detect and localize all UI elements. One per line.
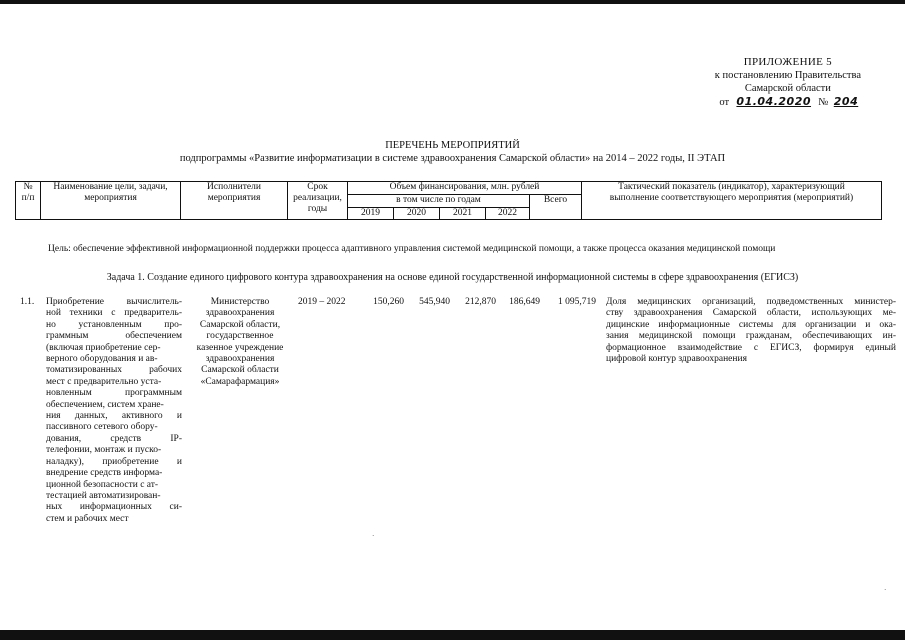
- handwritten-number: 204: [833, 95, 859, 108]
- activity-name-line: ционной безопасности с ат-: [46, 479, 159, 490]
- indicator-line: зания медицинской помощи гражданам, обеспечивающих ин-: [606, 331, 896, 342]
- executor-line: государственное: [206, 331, 274, 342]
- appendix-line-2: Самарской области: [744, 83, 831, 94]
- col-header-year: 2020: [394, 208, 440, 220]
- col-header-name: Наименование цели, задачи, мероприятия: [41, 182, 181, 220]
- activity-name-line: мест с предварительно уста-: [46, 376, 162, 387]
- col-header-by-year: в том числе по годам: [348, 195, 530, 208]
- scan-speck: ·: [372, 532, 375, 540]
- implementation-term: 2019 – 2022: [298, 297, 346, 307]
- scan-bottom-border: [0, 630, 905, 640]
- activity-name-line: телефонии, монтаж и пуско-: [46, 445, 162, 456]
- executor-line: здравоохранения: [205, 308, 275, 319]
- executor: [188, 297, 292, 388]
- activity-name-line: ния данных, активного и: [46, 411, 182, 422]
- task-heading: Задача 1. Создание единого цифрового контура здравоохранения на основе единой государственной информационной системы в сфере здравоохранения (ЕГИСЗ): [106, 272, 799, 283]
- row-number: 1.1.: [20, 297, 35, 307]
- activity-name-line: томатизированных рабочих: [46, 365, 182, 376]
- col-header-funding: Объем финансирования, млн. рублей: [348, 182, 582, 195]
- handwritten-date: 01.04.2020: [736, 95, 812, 108]
- from-label: от: [719, 97, 730, 108]
- scan-top-border: [0, 0, 905, 4]
- activity-name-line: ной техники с предваритель-: [46, 308, 182, 319]
- activity-name-line: дования, средств IP-: [46, 433, 182, 444]
- activity-name-line: (включая приобретение сер-: [46, 342, 161, 353]
- number-label: №: [818, 97, 829, 108]
- activity-name-line: внедрение средств информа-: [46, 468, 163, 479]
- indicator: [606, 297, 896, 365]
- executor-line: Министерство: [210, 297, 270, 307]
- appendix-title: ПРИЛОЖЕНИЕ 5: [743, 56, 832, 68]
- activity-name-line: новленным программным: [46, 388, 182, 399]
- indicator-line: ству здравоохранения Самарской области, использующих ме-: [606, 308, 896, 319]
- activity-name-line: но установленным про-: [46, 319, 182, 330]
- document-title: ПЕРЕЧЕНЬ МЕРОПРИЯТИЙ: [385, 140, 520, 151]
- activity-name-line: наладку), приобретение и: [46, 456, 182, 467]
- document-subtitle: подпрограммы «Развитие информатизации в системе здравоохранения Самарской области» на 2014 – 2022 годы, II ЭТАП: [179, 153, 726, 164]
- col-header-number: № п/п: [16, 182, 41, 220]
- activity-name-line: обеспечением, систем хране-: [46, 399, 164, 410]
- executor-line: здравоохранения: [205, 354, 275, 365]
- activity-name-line: стем и рабочих мест: [46, 513, 129, 524]
- col-header-year: 2019: [348, 208, 394, 220]
- funding-total: 1 095,719: [558, 297, 596, 307]
- activity-name-line: тестацией автоматизирован-: [46, 490, 161, 501]
- col-header-executor: Исполнители мероприятия: [181, 182, 288, 220]
- indicator-line: дицинские информационные системы для организации и ока-: [606, 319, 896, 330]
- executor-line: «Самарафармация»: [200, 376, 280, 387]
- scan-speck: ·: [884, 586, 887, 594]
- activity-name: [46, 297, 182, 525]
- appendix-block: [715, 56, 861, 95]
- activity-name-line: ных информационных си-: [46, 502, 182, 513]
- funding-2020: 545,940: [419, 297, 450, 307]
- header-table: [15, 181, 882, 220]
- funding-2021: 212,870: [465, 297, 496, 307]
- activity-name-line: пассивного сетевого обору-: [46, 422, 158, 433]
- executor-line: казенное учреждение: [196, 342, 284, 353]
- appendix-line-1: к постановлению Правительства: [714, 70, 861, 81]
- appendix-date-number: [719, 95, 861, 108]
- executor-line: Самарской области: [201, 365, 279, 376]
- indicator-line: формационное взаимодействие с ЕГИСЗ, формируя единый: [606, 342, 896, 353]
- col-header-indicator: Тактический показатель (индикатор), характеризующий выполнение соответствующего мероприятия (мероприятий): [582, 182, 882, 220]
- activity-name-line: граммным обеспечением: [46, 331, 182, 342]
- col-header-year: 2022: [486, 208, 530, 220]
- goal-text: Цель: обеспечение эффективной информационной поддержки процесса адаптивного управления системой медицинской помощи, а также процесса оказания медицинской помощи: [48, 244, 776, 254]
- col-header-term: Срок реализации, годы: [288, 182, 348, 220]
- executor-line: Самарской области,: [199, 319, 281, 330]
- indicator-line: Доля медицинских организаций, подведомственных министер-: [606, 297, 896, 307]
- activity-name-line: Приобретение вычислитель-: [46, 297, 182, 307]
- funding-2022: 186,649: [509, 297, 540, 307]
- funding-2019: 150,260: [373, 297, 404, 307]
- activity-name-line: верного оборудования и ав-: [46, 354, 158, 365]
- col-header-total: Всего: [530, 195, 582, 220]
- col-header-year: 2021: [440, 208, 486, 220]
- indicator-line: цифровой контур здравоохранения: [606, 354, 747, 365]
